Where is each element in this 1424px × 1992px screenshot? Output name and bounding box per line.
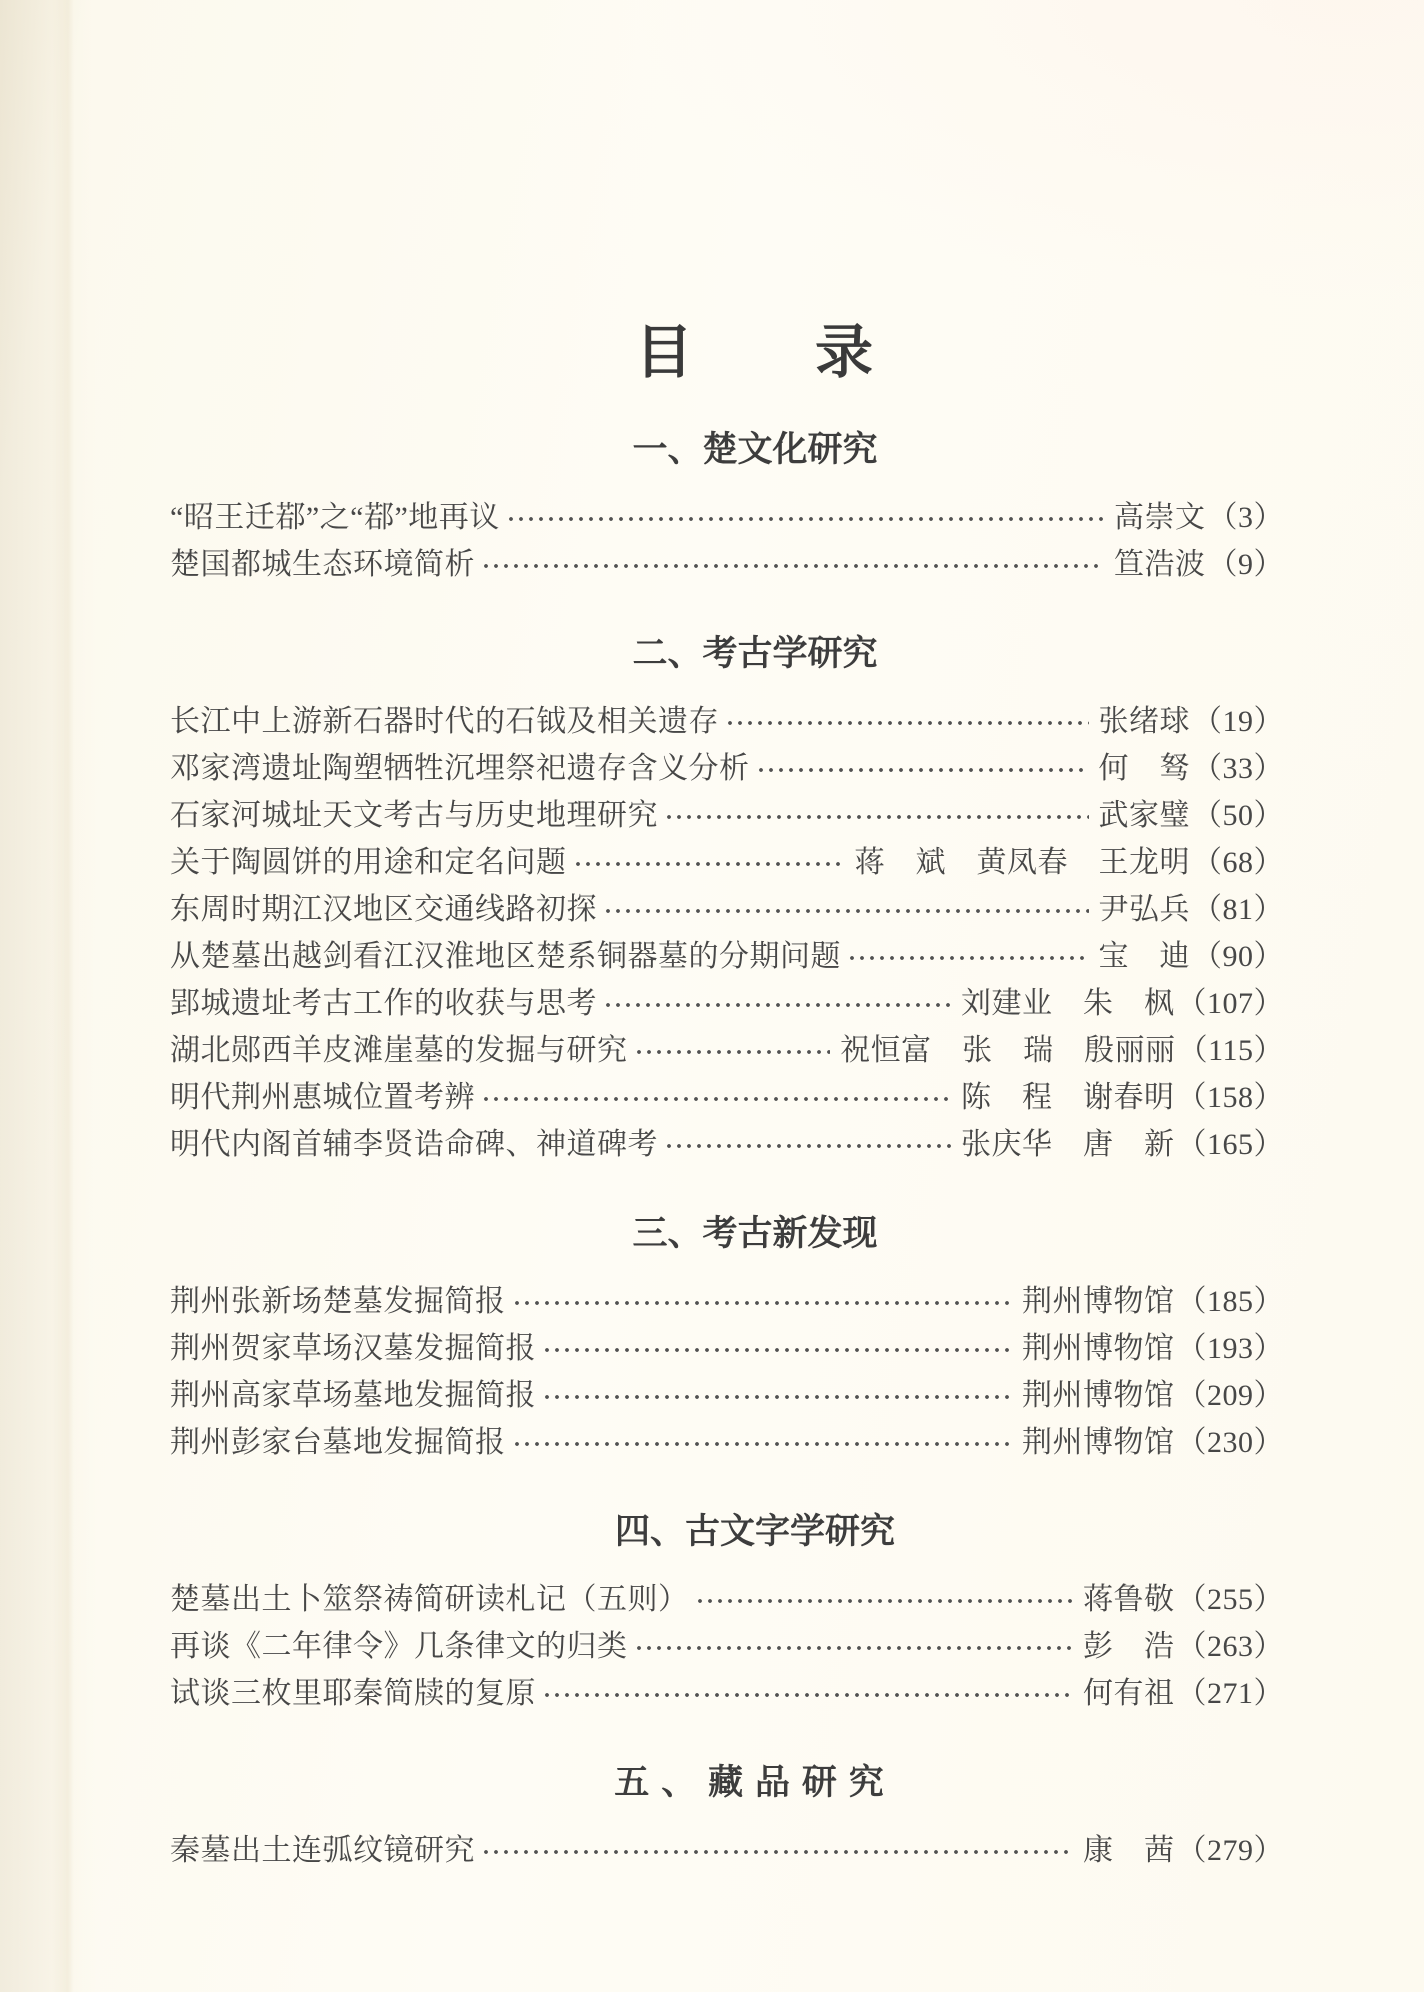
- page-title: 目 录: [634, 320, 875, 385]
- dot-leader: [695, 1576, 1074, 1623]
- page-paren-open: （: [1207, 548, 1238, 581]
- dot-leader: [481, 1074, 951, 1121]
- entry-author-page: [1114, 494, 1284, 541]
- entry-author-page: [1083, 1623, 1284, 1670]
- entry-author-page: [961, 980, 1284, 1027]
- entry-authors: 荆州博物馆: [1022, 1332, 1175, 1365]
- page-paren-close: ）: [1253, 846, 1284, 879]
- page-paren-open: （: [1176, 987, 1207, 1020]
- page-paren-close: ）: [1253, 1285, 1284, 1318]
- entry-title: 从楚墓出越剑看江汉淮地区楚系铜器墓的分期问题: [170, 940, 841, 973]
- toc-entry: [170, 1827, 1284, 1874]
- page-paren-open: （: [1176, 1834, 1207, 1867]
- entry-authors: 高崇文: [1114, 501, 1206, 534]
- entry-authors: 宝 迪: [1098, 940, 1190, 973]
- toc-entry: [170, 839, 1284, 886]
- entry-title: 长江中上游新石器时代的石钺及相关遗存: [170, 705, 719, 738]
- entry-author-page: [961, 1074, 1284, 1121]
- section-heading: 四、古文字学研究: [614, 1512, 895, 1551]
- entry-author-page: [1083, 1576, 1284, 1623]
- entry-page-number: 185: [1207, 1285, 1254, 1318]
- toc-entry: [170, 886, 1284, 933]
- toc-entry: [170, 1670, 1284, 1717]
- entry-page-number: 107: [1207, 987, 1254, 1020]
- entry-author-page: [1022, 1372, 1284, 1419]
- entry-title: 再谈《二年律令》几条律文的归类: [170, 1630, 628, 1663]
- entry-title: 明代内阁首辅李贤诰命碑、神道碑考: [170, 1128, 658, 1161]
- page-paren-close: ）: [1253, 752, 1284, 785]
- entry-author-page: [1099, 698, 1285, 745]
- entry-authors: 何 驽: [1098, 752, 1190, 785]
- dot-leader: [573, 839, 845, 886]
- section-heading: 五、藏品研究: [614, 1763, 896, 1802]
- entry-authors: 荆州博物馆: [1022, 1285, 1175, 1318]
- dot-leader: [506, 494, 1104, 541]
- entry-author-page: [1099, 745, 1285, 792]
- entry-author-page: [1022, 1419, 1284, 1466]
- dot-leader: [634, 1623, 1074, 1670]
- toc-entry: [170, 1325, 1284, 1372]
- entry-title: 关于陶圆饼的用途和定名问题: [170, 846, 567, 879]
- entry-title: 楚墓出土卜筮祭祷简研读札记（五则）: [170, 1583, 689, 1616]
- page-paren-open: （: [1192, 893, 1223, 926]
- entry-title: 石家河城址天文考古与历史地理研究: [170, 799, 658, 832]
- dot-leader: [603, 980, 951, 1027]
- page-paren-close: ）: [1253, 940, 1284, 973]
- dot-leader: [725, 698, 1089, 745]
- entry-page-number: 263: [1207, 1630, 1254, 1663]
- entry-page-number: 33: [1222, 752, 1254, 785]
- entry-author-page: [1114, 541, 1284, 588]
- page-paren-open: （: [1176, 1379, 1207, 1412]
- entry-authors: 何有祖: [1083, 1677, 1175, 1710]
- page-paren-open: （: [1192, 940, 1223, 973]
- page-paren-open: （: [1192, 799, 1223, 832]
- entry-page-number: 193: [1207, 1332, 1254, 1365]
- page-paren-open: （: [1176, 1081, 1207, 1114]
- entry-author-page: [1099, 933, 1285, 980]
- entry-author-page: [1083, 1827, 1284, 1874]
- entry-authors: 尹弘兵: [1098, 893, 1190, 926]
- entry-title: 湖北郧西羊皮滩崖墓的发掘与研究: [170, 1034, 628, 1067]
- dot-leader: [603, 886, 1089, 933]
- entry-authors: 张绪球: [1098, 705, 1190, 738]
- toc-entry: [170, 1576, 1284, 1623]
- section-entries: [170, 1278, 1284, 1466]
- page-paren-close: ）: [1253, 1128, 1284, 1161]
- entry-page-number: 158: [1207, 1081, 1254, 1114]
- dot-leader: [664, 792, 1089, 839]
- page-paren-close: ）: [1253, 987, 1284, 1020]
- section-entries: [170, 1827, 1284, 1874]
- entry-authors: 荆州博物馆: [1022, 1426, 1175, 1459]
- page-paren-close: ）: [1253, 1332, 1284, 1365]
- entry-title: 楚国都城生态环境简析: [170, 548, 475, 581]
- entry-authors: 笪浩波: [1114, 548, 1206, 581]
- page-paren-open: （: [1192, 846, 1223, 879]
- entry-page-number: 3: [1238, 501, 1254, 534]
- toc-entry: [170, 1121, 1284, 1168]
- page-paren-close: ）: [1253, 1426, 1284, 1459]
- section-heading: 三、考古新发现: [632, 1214, 878, 1253]
- toc-entry: [170, 1623, 1284, 1670]
- page-paren-close: ）: [1253, 1834, 1284, 1867]
- dot-leader: [634, 1027, 831, 1074]
- entry-page-number: 81: [1222, 893, 1254, 926]
- dot-leader: [664, 1121, 951, 1168]
- dot-leader: [481, 541, 1104, 588]
- entry-page-number: 271: [1207, 1677, 1254, 1710]
- entry-page-number: 209: [1207, 1379, 1254, 1412]
- page-paren-open: （: [1176, 1128, 1207, 1161]
- entry-title: 东周时期江汉地区交通线路初探: [170, 893, 597, 926]
- entry-title: 郢城遗址考古工作的收获与思考: [170, 987, 597, 1020]
- page-paren-close: ）: [1253, 705, 1284, 738]
- section-entries: [170, 1576, 1284, 1717]
- entry-page-number: 9: [1238, 548, 1254, 581]
- dot-leader: [847, 933, 1089, 980]
- page-paren-open: （: [1176, 1285, 1207, 1318]
- entry-title: 明代荆州惠城位置考辨: [170, 1081, 475, 1114]
- page-paren-close: ）: [1253, 799, 1284, 832]
- entry-page-number: 115: [1208, 1034, 1254, 1067]
- page-paren-open: （: [1176, 1426, 1207, 1459]
- toc-entry: [170, 745, 1284, 792]
- toc-entry: [170, 1027, 1284, 1074]
- entry-authors: 荆州博物馆: [1022, 1379, 1175, 1412]
- entry-page-number: 90: [1222, 940, 1254, 973]
- toc-entry: [170, 933, 1284, 980]
- entry-title: 邓家湾遗址陶塑牺牲沉埋祭祀遗存含义分析: [170, 752, 750, 785]
- toc-entry: [170, 541, 1284, 588]
- page-paren-open: （: [1207, 501, 1238, 534]
- page-paren-close: ）: [1253, 1583, 1284, 1616]
- entry-authors: 彭 浩: [1083, 1630, 1175, 1663]
- entry-author-page: [1022, 1278, 1284, 1325]
- page-paren-open: （: [1176, 1583, 1207, 1616]
- toc-entry: [170, 1074, 1284, 1121]
- entry-title: 荆州高家草场墓地发掘简报: [170, 1379, 536, 1412]
- toc-entry: [170, 1372, 1284, 1419]
- toc-list: [170, 430, 1284, 1874]
- dot-leader: [756, 745, 1089, 792]
- dot-leader: [542, 1670, 1073, 1717]
- entry-page-number: 230: [1207, 1426, 1254, 1459]
- entry-page-number: 255: [1207, 1583, 1254, 1616]
- page-paren-close: ）: [1253, 1677, 1284, 1710]
- entry-page-number: 165: [1207, 1128, 1254, 1161]
- entry-page-number: 50: [1222, 799, 1254, 832]
- toc-entry: [170, 980, 1284, 1027]
- dot-leader: [542, 1372, 1012, 1419]
- dot-leader: [512, 1278, 1013, 1325]
- section-heading: 二、考古学研究: [632, 634, 878, 673]
- page-paren-open: （: [1192, 705, 1223, 738]
- page-paren-close: ）: [1253, 1034, 1284, 1067]
- page-paren-open: （: [1176, 1332, 1207, 1365]
- page-paren-close: ）: [1253, 501, 1284, 534]
- page-paren-open: （: [1176, 1630, 1207, 1663]
- entry-title: 荆州彭家台墓地发掘简报: [170, 1426, 506, 1459]
- entry-title: 秦墓出土连弧纹镜研究: [170, 1834, 475, 1867]
- toc-entry: [170, 698, 1284, 745]
- entry-title: “昭王迁鄀”之“鄀”地再议: [170, 501, 500, 534]
- entry-page-number: 68: [1222, 846, 1254, 879]
- entry-authors: 康 茜: [1083, 1834, 1175, 1867]
- section-entries: [170, 494, 1284, 588]
- entry-page-number: 19: [1222, 705, 1254, 738]
- toc-entry: [170, 494, 1284, 541]
- toc-entry: [170, 1278, 1284, 1325]
- entry-authors: 蒋 斌 黄凤春 王龙明: [854, 846, 1190, 879]
- entry-author-page: [855, 839, 1285, 886]
- page-paren-close: ）: [1253, 1081, 1284, 1114]
- page-paren-open: （: [1177, 1034, 1209, 1067]
- entry-title: 试谈三枚里耶秦简牍的复原: [170, 1677, 536, 1710]
- section-heading: 一、楚文化研究: [632, 430, 878, 469]
- entry-author-page: [1022, 1325, 1284, 1372]
- entry-authors: 蒋鲁敬: [1083, 1583, 1175, 1616]
- page-paren-close: ）: [1253, 893, 1284, 926]
- dot-leader: [542, 1325, 1012, 1372]
- page-paren-open: （: [1176, 1677, 1207, 1710]
- section-entries: [170, 698, 1284, 1168]
- toc-entry: [170, 1419, 1284, 1466]
- dot-leader: [512, 1419, 1013, 1466]
- page-paren-open: （: [1192, 752, 1223, 785]
- entry-authors: 陈 程 谢春明: [961, 1081, 1175, 1114]
- toc-entry: [170, 792, 1284, 839]
- entry-authors: 刘建业 朱 枫: [961, 987, 1175, 1020]
- entry-author-page: [1099, 792, 1285, 839]
- entry-author-page: [840, 1027, 1284, 1074]
- entry-page-number: 279: [1207, 1834, 1254, 1867]
- entry-authors: 张庆华 唐 新: [961, 1128, 1175, 1161]
- entry-author-page: [961, 1121, 1284, 1168]
- entry-authors: 祝恒富 张 瑞 殷丽丽: [840, 1034, 1176, 1067]
- entry-title: 荆州张新场楚墓发掘简报: [170, 1285, 506, 1318]
- dot-leader: [481, 1827, 1073, 1874]
- entry-author-page: [1083, 1670, 1284, 1717]
- page-paren-close: ）: [1253, 1379, 1284, 1412]
- entry-author-page: [1099, 886, 1285, 933]
- entry-authors: 武家璧: [1098, 799, 1190, 832]
- page-paren-close: ）: [1253, 548, 1284, 581]
- page-paren-close: ）: [1253, 1630, 1284, 1663]
- entry-title: 荆州贺家草场汉墓发掘简报: [170, 1332, 536, 1365]
